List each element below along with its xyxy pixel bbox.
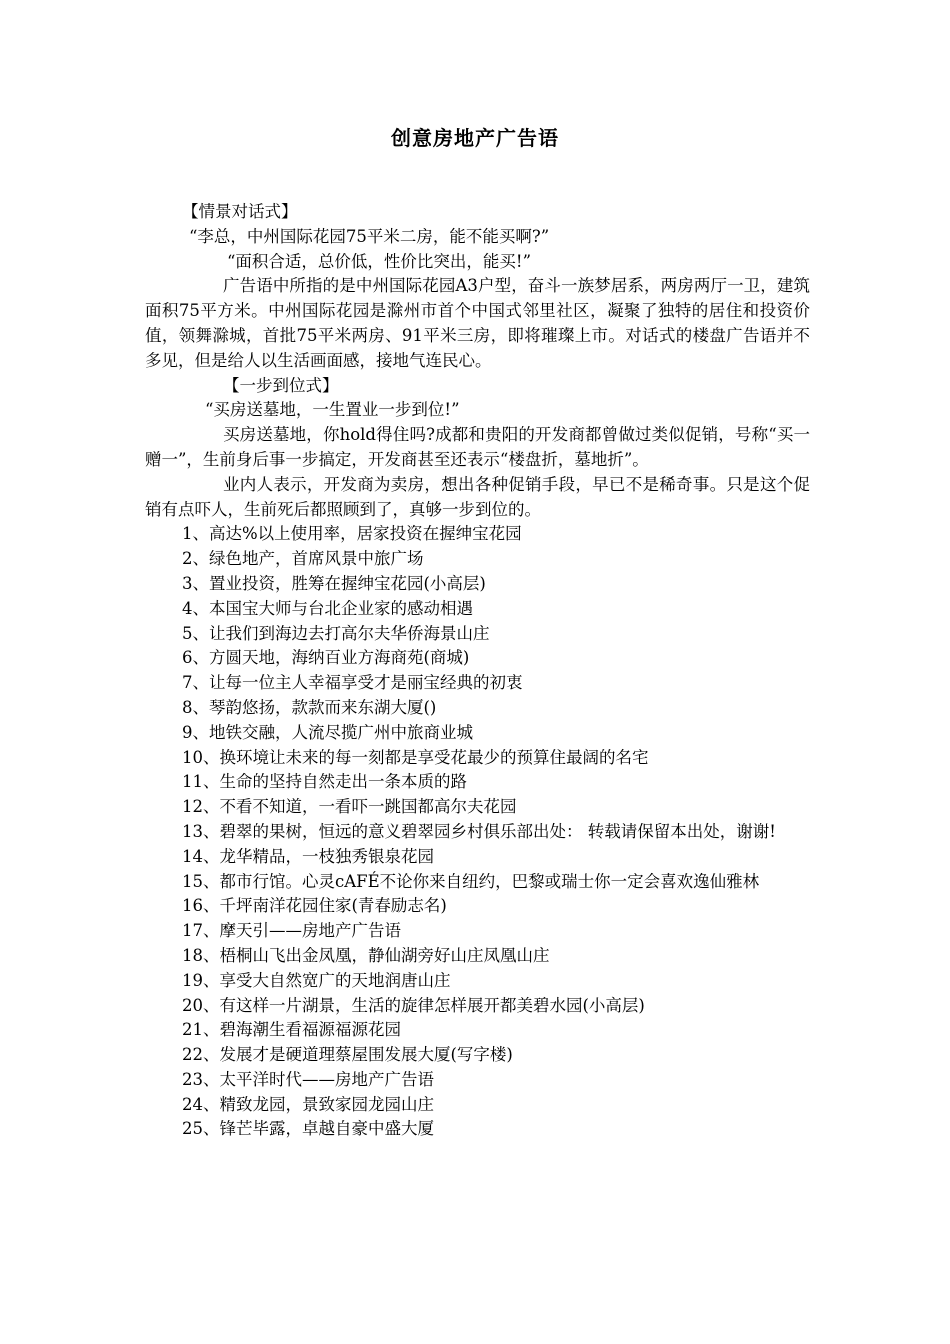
dialogue-explanation-paragraph: 广告语中所指的是中州国际花园A3户型，奋斗一族梦居系，两房两厅一卫，建筑面积75平方米。中州国际花园是滁州市首个中国式邻里社区，凝聚了独特的居住和投资价值，领舞滁城，首批75平米两房、91平米三房，即将璀璨上市。对话式的楼盘广告语并不多见，但是给人以生活画面感，接地气连民心。	[145, 276, 810, 370]
list-item: 21、碧海潮生看福源福源花园	[182, 1020, 401, 1040]
list-item: 6、方圆天地，海纳百业方海商苑(商城)	[182, 648, 470, 668]
document-body	[145, 200, 810, 1142]
list-item: 9、地铁交融，人流尽揽广州中旅商业城	[182, 722, 473, 742]
section-heading-dialogue: 【情景对话式】	[182, 202, 298, 221]
page-title: 创意房地产广告语	[391, 126, 559, 150]
list-item: 20、有这样一片湖景，生活的旋律怎样展开都美碧水园(小高层)	[182, 995, 645, 1015]
list-item: 3、置业投资，胜筹在握绅宝花园(小高层)	[182, 573, 486, 593]
list-item: 2、绿色地产，首席风景中旅广场	[182, 549, 424, 569]
list-item: 18、梧桐山飞出金凤凰，静仙湖旁好山庄凤凰山庄	[182, 945, 550, 965]
list-item: 13、碧翠的果树，恒远的意义碧翠园乡村俱乐部出处： 转载请保留本出处，谢谢!	[182, 821, 776, 841]
list-item: 7、让每一位主人幸福享受才是丽宝经典的初衷	[182, 673, 523, 693]
list-item: 17、摩天引——房地产广告语	[182, 921, 401, 941]
one-step-paragraph-1: 买房送墓地，你hold得住吗?成都和贵阳的开发商都曾做过类似促销，号称“买一赠一”，生前身后事一步搞定，开发商甚至还表示“楼盘折，墓地折”。	[145, 425, 810, 469]
list-item: 14、龙华精品，一枝独秀银泉花园	[182, 846, 434, 866]
dialogue-quote-question: “李总，中州国际花园75平米二房，能不能买啊?”	[189, 226, 550, 246]
list-item: 11、生命的坚持自然走出一条本质的路	[182, 772, 467, 792]
list-item: 24、精致龙园，景致家园龙园山庄	[182, 1094, 434, 1114]
dialogue-quote-answer: “面积合适，总价低，性价比突出，能买!”	[227, 251, 532, 271]
list-item: 15、都市行馆。心灵cAFÉ不论你来自纽约，巴黎或瑞士你一定会喜欢逸仙雅林	[182, 871, 760, 891]
list-item: 1、高达%以上使用率，居家投资在握绅宝花园	[182, 524, 522, 544]
list-item: 25、锋芒毕露，卓越自豪中盛大厦	[182, 1119, 434, 1139]
one-step-quote: “买房送墓地，一生置业一步到位!”	[205, 400, 460, 420]
list-item: 5、让我们到海边去打高尔夫华侨海景山庄	[182, 623, 490, 643]
list-item: 22、发展才是硬道理蔡屋围发展大厦(写字楼)	[182, 1045, 513, 1065]
list-item: 4、本国宝大师与台北企业家的感动相遇	[182, 598, 473, 618]
list-item: 10、换环境让未来的每一刻都是享受花最少的预算住最阔的名宅	[182, 747, 649, 767]
list-item: 12、不看不知道，一看吓一跳国都高尔夫花园	[182, 797, 517, 817]
list-item: 8、琴韵悠扬，款款而来东湖大厦()	[182, 697, 437, 717]
section-heading-one-step: 【一步到位式】	[223, 375, 339, 395]
list-item: 23、太平洋时代——房地产广告语	[182, 1069, 434, 1089]
list-item: 16、千坪南洋花园住家(青春励志名)	[182, 896, 447, 916]
list-item: 19、享受大自然宽广的天地润唐山庄	[182, 970, 451, 990]
one-step-paragraph-2: 业内人表示，开发商为卖房，想出各种促销手段，早已不是稀奇事。只是这个促销有点吓人，生前死后都照顾到了，真够一步到位的。	[145, 474, 810, 519]
